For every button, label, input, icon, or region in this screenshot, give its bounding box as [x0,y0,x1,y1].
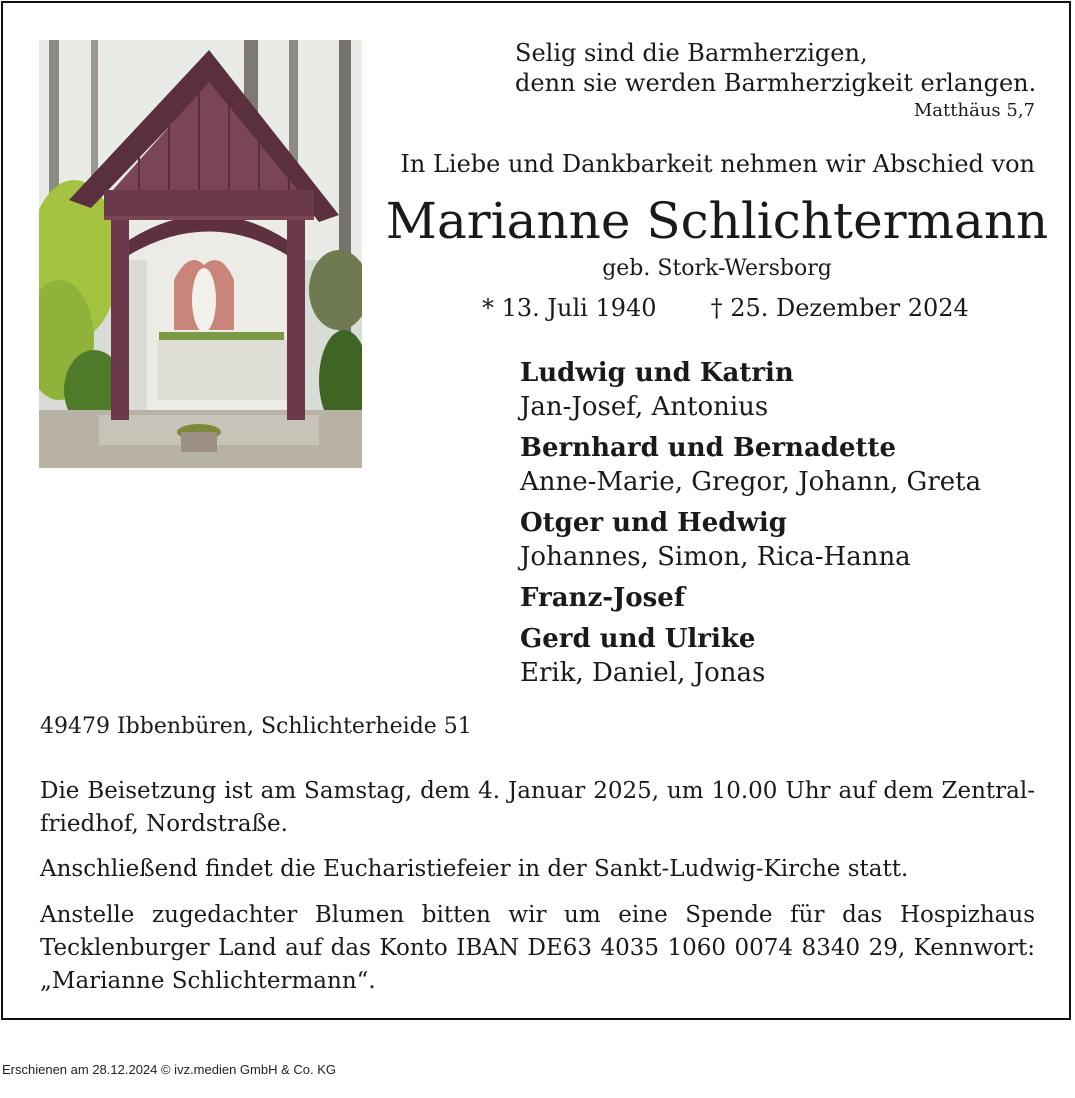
publication-footer: Erschienen am 28.12.2024 © ivz.medien GmbH & Co. KG [2,1062,337,1077]
birth-date: * 13. Juli 1940 [482,294,657,322]
family-names: Gerd und Ulrike [520,624,756,654]
family-children: Johannes, Simon, Rica-Hanna [520,542,911,572]
family-names: Otger und Hedwig [520,508,787,538]
family-entry [520,431,981,499]
chapel-photo [39,40,362,468]
family-names: Franz-Josef [520,583,686,613]
bible-quote [515,38,1037,121]
family-children: Anne-Marie, Gregor, Johann, Greta [520,467,982,497]
donation-paragraph: Anstelle zugedachter Blumen bitten wir um eine Spende für das Hospizhaus Tecklenburger Land auf das Konto IBAN DE63 4035 1060 0074 8340 29, Kennwort: „Marianne Schlichtermann“. [40,902,1035,994]
death-date: † 25. Dezember 2024 [710,294,969,322]
family-entry [520,506,981,574]
family-children: Erik, Daniel, Jonas [520,658,766,688]
address: 49479 Ibbenbüren, Schlichterheide 51 [40,714,472,739]
farewell-intro: In Liebe und Dankbarkeit nehmen wir Abschied von [400,150,1035,178]
family-entry [520,581,981,615]
quote-line-2: denn sie werden Barmherzigkeit erlangen. [515,69,1037,97]
quote-line-1: Selig sind die Barmherzigen, [515,39,868,67]
deceased-name: Marianne Schlichtermann [385,192,1049,250]
family-entry [520,356,981,424]
family-entry [520,622,981,690]
life-dates [482,294,969,322]
family-list [520,356,981,697]
family-names: Ludwig und Katrin [520,358,794,388]
burial-paragraph: Die Beisetzung ist am Samstag, dem 4. Januar 2025, um 10.00 Uhr auf dem Zentralfriedhof, Nordstraße. [40,778,1035,837]
quote-reference: Matthäus 5,7 [913,100,1035,121]
mass-paragraph: Anschließend findet die Eucharistiefeier in der Sankt-Ludwig-Kirche statt. [40,856,909,882]
family-children: Jan-Josef, Antonius [520,392,769,422]
birth-name: geb. Stork-Wersborg [602,256,832,281]
family-names: Bernhard und Bernadette [520,433,897,463]
